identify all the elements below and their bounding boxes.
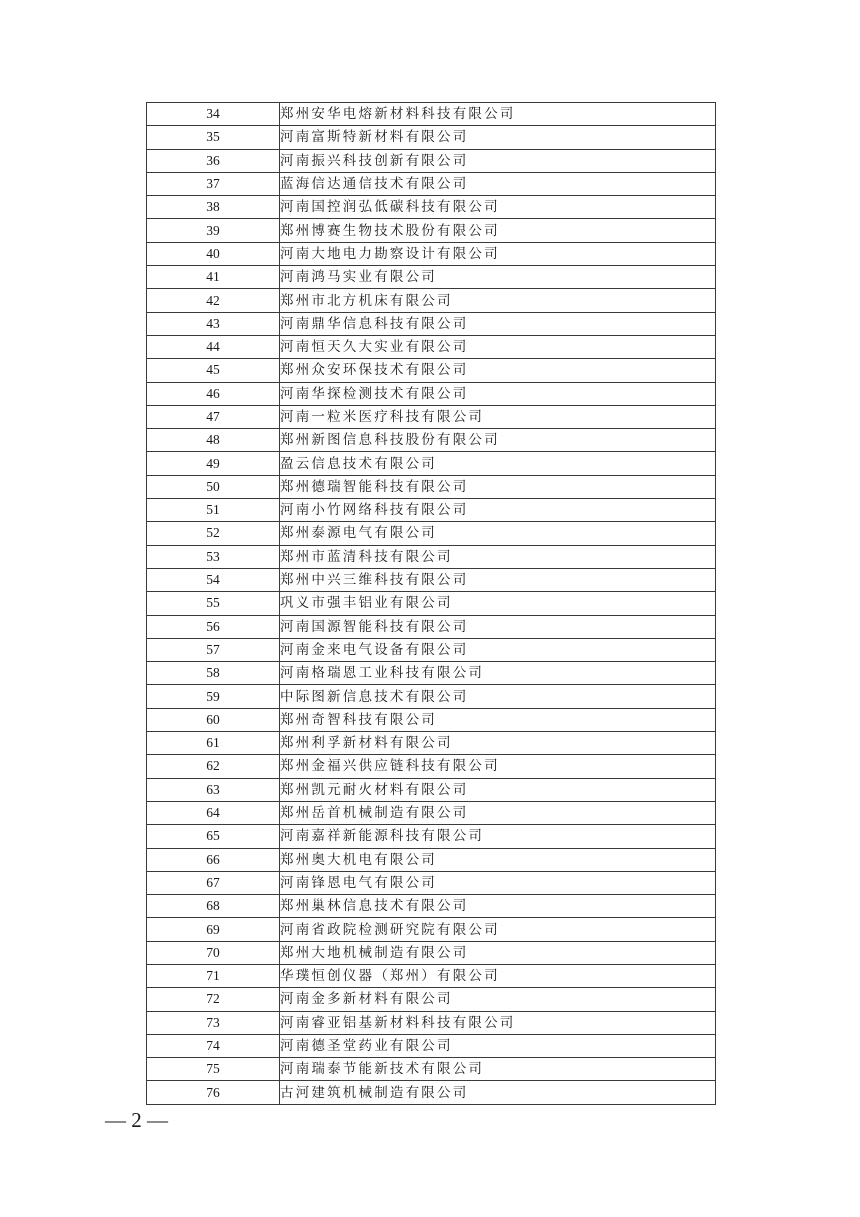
row-number-cell: 42 (147, 289, 280, 312)
table-row (147, 825, 716, 848)
table-row (147, 848, 716, 871)
row-number-cell: 45 (147, 359, 280, 382)
company-name-cell: 河南恒天久大实业有限公司 (280, 335, 716, 358)
company-name-cell: 河南国控润弘低碳科技有限公司 (280, 196, 716, 219)
company-name-cell: 河南瑞泰节能新技术有限公司 (280, 1058, 716, 1081)
row-number-cell: 72 (147, 988, 280, 1011)
table-row (147, 1034, 716, 1057)
company-name-cell: 河南鼎华信息科技有限公司 (280, 312, 716, 335)
row-number-cell: 67 (147, 871, 280, 894)
company-name-cell: 郑州岳首机械制造有限公司 (280, 801, 716, 824)
company-name-cell: 巩义市强丰铝业有限公司 (280, 592, 716, 615)
table-row (147, 1011, 716, 1034)
row-number-cell: 75 (147, 1058, 280, 1081)
table-row (147, 685, 716, 708)
company-name-cell: 郑州凯元耐火材料有限公司 (280, 778, 716, 801)
company-name-cell: 郑州新图信息科技股份有限公司 (280, 429, 716, 452)
table-row (147, 545, 716, 568)
table-row (147, 452, 716, 475)
row-number-cell: 61 (147, 732, 280, 755)
table-row (147, 126, 716, 149)
company-name-cell: 郑州中兴三维科技有限公司 (280, 568, 716, 591)
table-row (147, 149, 716, 172)
table-row (147, 405, 716, 428)
table-row (147, 242, 716, 265)
table-row (147, 755, 716, 778)
company-name-cell: 河南华探检测技术有限公司 (280, 382, 716, 405)
row-number-cell: 74 (147, 1034, 280, 1057)
company-name-cell: 盈云信息技术有限公司 (280, 452, 716, 475)
company-name-cell: 河南睿亚铝基新材料科技有限公司 (280, 1011, 716, 1034)
row-number-cell: 38 (147, 196, 280, 219)
table-row (147, 801, 716, 824)
company-name-cell: 郑州金福兴供应链科技有限公司 (280, 755, 716, 778)
company-list-body (147, 103, 716, 1105)
company-name-cell: 河南鸿马实业有限公司 (280, 266, 716, 289)
company-name-cell: 河南大地电力勘察设计有限公司 (280, 242, 716, 265)
table-row (147, 499, 716, 522)
row-number-cell: 76 (147, 1081, 280, 1104)
row-number-cell: 70 (147, 941, 280, 964)
company-name-cell: 郑州市蓝清科技有限公司 (280, 545, 716, 568)
company-name-cell: 郑州安华电熔新材料科技有限公司 (280, 103, 716, 126)
company-name-cell: 河南富斯特新材料有限公司 (280, 126, 716, 149)
row-number-cell: 66 (147, 848, 280, 871)
table-row (147, 732, 716, 755)
company-name-cell: 郑州大地机械制造有限公司 (280, 941, 716, 964)
row-number-cell: 41 (147, 266, 280, 289)
table-row (147, 592, 716, 615)
table-row (147, 382, 716, 405)
company-name-cell: 河南国源智能科技有限公司 (280, 615, 716, 638)
company-name-cell: 蓝海信达通信技术有限公司 (280, 172, 716, 195)
table-row (147, 778, 716, 801)
table-row (147, 429, 716, 452)
row-number-cell: 69 (147, 918, 280, 941)
table-row (147, 1081, 716, 1104)
company-name-cell: 河南金来电气设备有限公司 (280, 638, 716, 661)
row-number-cell: 60 (147, 708, 280, 731)
row-number-cell: 48 (147, 429, 280, 452)
company-name-cell: 河南嘉祥新能源科技有限公司 (280, 825, 716, 848)
company-name-cell: 郑州泰源电气有限公司 (280, 522, 716, 545)
table-row (147, 568, 716, 591)
row-number-cell: 50 (147, 475, 280, 498)
row-number-cell: 49 (147, 452, 280, 475)
company-name-cell: 郑州市北方机床有限公司 (280, 289, 716, 312)
row-number-cell: 63 (147, 778, 280, 801)
company-name-cell: 河南金多新材料有限公司 (280, 988, 716, 1011)
row-number-cell: 59 (147, 685, 280, 708)
table-row (147, 103, 716, 126)
company-name-cell: 郑州众安环保技术有限公司 (280, 359, 716, 382)
row-number-cell: 35 (147, 126, 280, 149)
row-number-cell: 57 (147, 638, 280, 661)
company-name-cell: 河南振兴科技创新有限公司 (280, 149, 716, 172)
company-name-cell: 郑州奇智科技有限公司 (280, 708, 716, 731)
row-number-cell: 52 (147, 522, 280, 545)
table-row (147, 196, 716, 219)
company-name-cell: 古河建筑机械制造有限公司 (280, 1081, 716, 1104)
company-name-cell: 中际图新信息技术有限公司 (280, 685, 716, 708)
row-number-cell: 40 (147, 242, 280, 265)
table-row (147, 708, 716, 731)
table-row (147, 266, 716, 289)
table-row (147, 918, 716, 941)
table-row (147, 638, 716, 661)
company-name-cell: 华璞恒创仪器（郑州）有限公司 (280, 964, 716, 987)
row-number-cell: 64 (147, 801, 280, 824)
row-number-cell: 36 (147, 149, 280, 172)
table-row (147, 475, 716, 498)
company-name-cell: 河南锋恩电气有限公司 (280, 871, 716, 894)
row-number-cell: 47 (147, 405, 280, 428)
row-number-cell: 62 (147, 755, 280, 778)
row-number-cell: 39 (147, 219, 280, 242)
row-number-cell: 51 (147, 499, 280, 522)
table-row (147, 312, 716, 335)
table-row (147, 219, 716, 242)
row-number-cell: 53 (147, 545, 280, 568)
company-list-table (146, 102, 716, 1105)
company-name-cell: 河南一粒米医疗科技有限公司 (280, 405, 716, 428)
row-number-cell: 56 (147, 615, 280, 638)
company-name-cell: 郑州巢林信息技术有限公司 (280, 895, 716, 918)
row-number-cell: 44 (147, 335, 280, 358)
row-number-cell: 43 (147, 312, 280, 335)
row-number-cell: 68 (147, 895, 280, 918)
table-row (147, 335, 716, 358)
table-row (147, 871, 716, 894)
table-row (147, 895, 716, 918)
row-number-cell: 34 (147, 103, 280, 126)
company-name-cell: 郑州博赛生物技术股份有限公司 (280, 219, 716, 242)
table-row (147, 662, 716, 685)
company-name-cell: 郑州利孚新材料有限公司 (280, 732, 716, 755)
row-number-cell: 46 (147, 382, 280, 405)
row-number-cell: 65 (147, 825, 280, 848)
table-row (147, 941, 716, 964)
table-row (147, 359, 716, 382)
table-row (147, 964, 716, 987)
table-row (147, 289, 716, 312)
row-number-cell: 73 (147, 1011, 280, 1034)
company-name-cell: 郑州奥大机电有限公司 (280, 848, 716, 871)
row-number-cell: 54 (147, 568, 280, 591)
table-row (147, 172, 716, 195)
company-name-cell: 河南德圣堂药业有限公司 (280, 1034, 716, 1057)
company-name-cell: 郑州德瑞智能科技有限公司 (280, 475, 716, 498)
row-number-cell: 71 (147, 964, 280, 987)
company-name-cell: 河南格瑞恩工业科技有限公司 (280, 662, 716, 685)
company-name-cell: 河南小竹网络科技有限公司 (280, 499, 716, 522)
row-number-cell: 58 (147, 662, 280, 685)
company-name-cell: 河南省政院检测研究院有限公司 (280, 918, 716, 941)
row-number-cell: 55 (147, 592, 280, 615)
row-number-cell: 37 (147, 172, 280, 195)
table-row (147, 522, 716, 545)
table-row (147, 1058, 716, 1081)
table-row (147, 615, 716, 638)
table-row (147, 988, 716, 1011)
page-number: — 2 — (105, 1108, 168, 1132)
